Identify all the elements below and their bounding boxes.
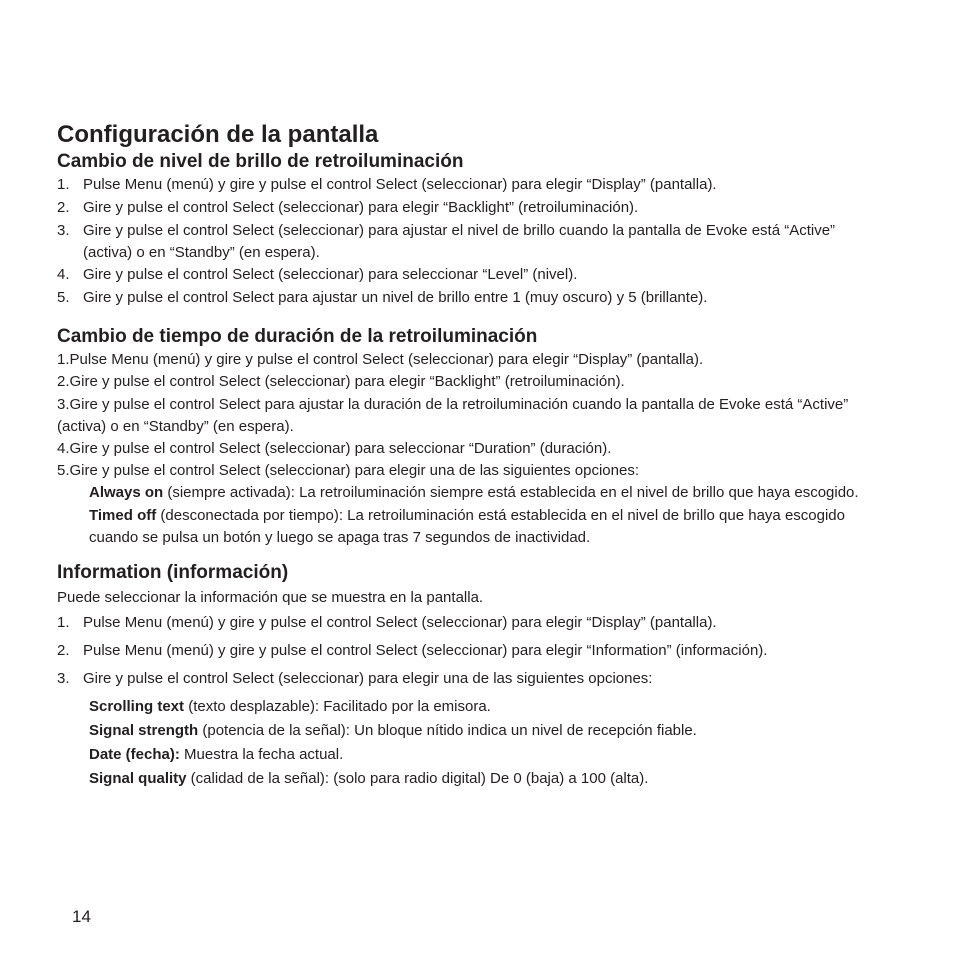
list-item: 3.Gire y pulse el control Select para ajustar la duración de la retroiluminación cuando la pantalla de Evoke está “Active” (activa) o en “Standby” (en espera). <box>57 396 849 435</box>
list-item: 2.Gire y pulse el control Select (seleccionar) para elegir “Backlight” (retroiluminación). <box>57 373 625 390</box>
duration-steps <box>57 349 887 482</box>
option-always-on: Always on (siempre activada): La retroiluminación siempre está establecida en el nivel de brillo que haya escogido. <box>89 484 859 501</box>
list-item: 1. Pulse Menu (menú) y gire y pulse el control Select (seleccionar) para elegir “Display” (pantalla). <box>57 614 717 631</box>
option-timed-off: Timed off (desconectada por tiempo): La retroiluminación está establecida en el nivel de brillo que haya escogido cuando se pulsa un botón y luego se apaga tras 7 segundos de inactividad. <box>89 507 845 546</box>
option-signal-quality: Signal quality (calidad de la señal): (solo para radio digital) De 0 (baja) a 100 (alta). <box>89 770 649 787</box>
list-item: 3. Gire y pulse el control Select (seleccionar) para ajustar el nivel de brillo cuando la pantalla de Evoke está “Active” (activa) o en “Standby” (en espera). <box>57 222 836 261</box>
section-brightness-heading: Cambio de nivel de brillo de retroiluminación <box>57 151 464 172</box>
brightness-steps <box>57 174 887 309</box>
section-information-heading: Information (información) <box>57 562 289 583</box>
information-options <box>57 696 887 790</box>
list-item: 4.Gire y pulse el control Select (seleccionar) para seleccionar “Duration” (duración). <box>57 440 612 457</box>
page-title: Configuración de la pantalla <box>57 121 379 148</box>
information-intro: Puede seleccionar la información que se muestra en la pantalla. <box>57 589 484 606</box>
document-page <box>57 120 887 790</box>
option-term: Always on <box>89 484 164 501</box>
section-duration-heading: Cambio de tiempo de duración de la retroiluminación <box>57 326 538 347</box>
option-scrolling-text: Scrolling text (texto desplazable): Facilitado por la emisora. <box>89 698 491 715</box>
list-item: 2. Gire y pulse el control Select (seleccionar) para elegir “Backlight” (retroiluminación). <box>57 199 639 216</box>
option-term: Date (fecha): <box>89 746 180 763</box>
option-signal-strength: Signal strength (potencia de la señal): Un bloque nítido indica un nivel de recepción fiable. <box>89 722 697 739</box>
duration-options <box>57 482 887 549</box>
information-steps <box>57 612 887 690</box>
list-item: 3. Gire y pulse el control Select (seleccionar) para elegir una de las siguientes opciones: <box>57 670 653 687</box>
option-date: Date (fecha): Muestra la fecha actual. <box>89 746 344 763</box>
option-term: Signal quality <box>89 770 187 787</box>
option-term: Signal strength <box>89 722 199 739</box>
list-item: 1.Pulse Menu (menú) y gire y pulse el control Select (seleccionar) para elegir “Display” (pantalla). <box>57 351 704 368</box>
option-term: Scrolling text <box>89 698 185 715</box>
list-item: 5.Gire y pulse el control Select (seleccionar) para elegir una de las siguientes opciones: <box>57 462 639 479</box>
list-item: 5. Gire y pulse el control Select para ajustar un nivel de brillo entre 1 (muy oscuro) y 5 (brillante). <box>57 289 708 306</box>
page-number: 14 <box>72 907 91 926</box>
list-item: 1. Pulse Menu (menú) y gire y pulse el control Select (seleccionar) para elegir “Display” (pantalla). <box>57 176 717 193</box>
list-item: 4. Gire y pulse el control Select (seleccionar) para seleccionar “Level” (nivel). <box>57 266 578 283</box>
list-item: 2. Pulse Menu (menú) y gire y pulse el control Select (seleccionar) para elegir “Information” (información). <box>57 642 768 659</box>
option-term: Timed off <box>89 507 157 524</box>
